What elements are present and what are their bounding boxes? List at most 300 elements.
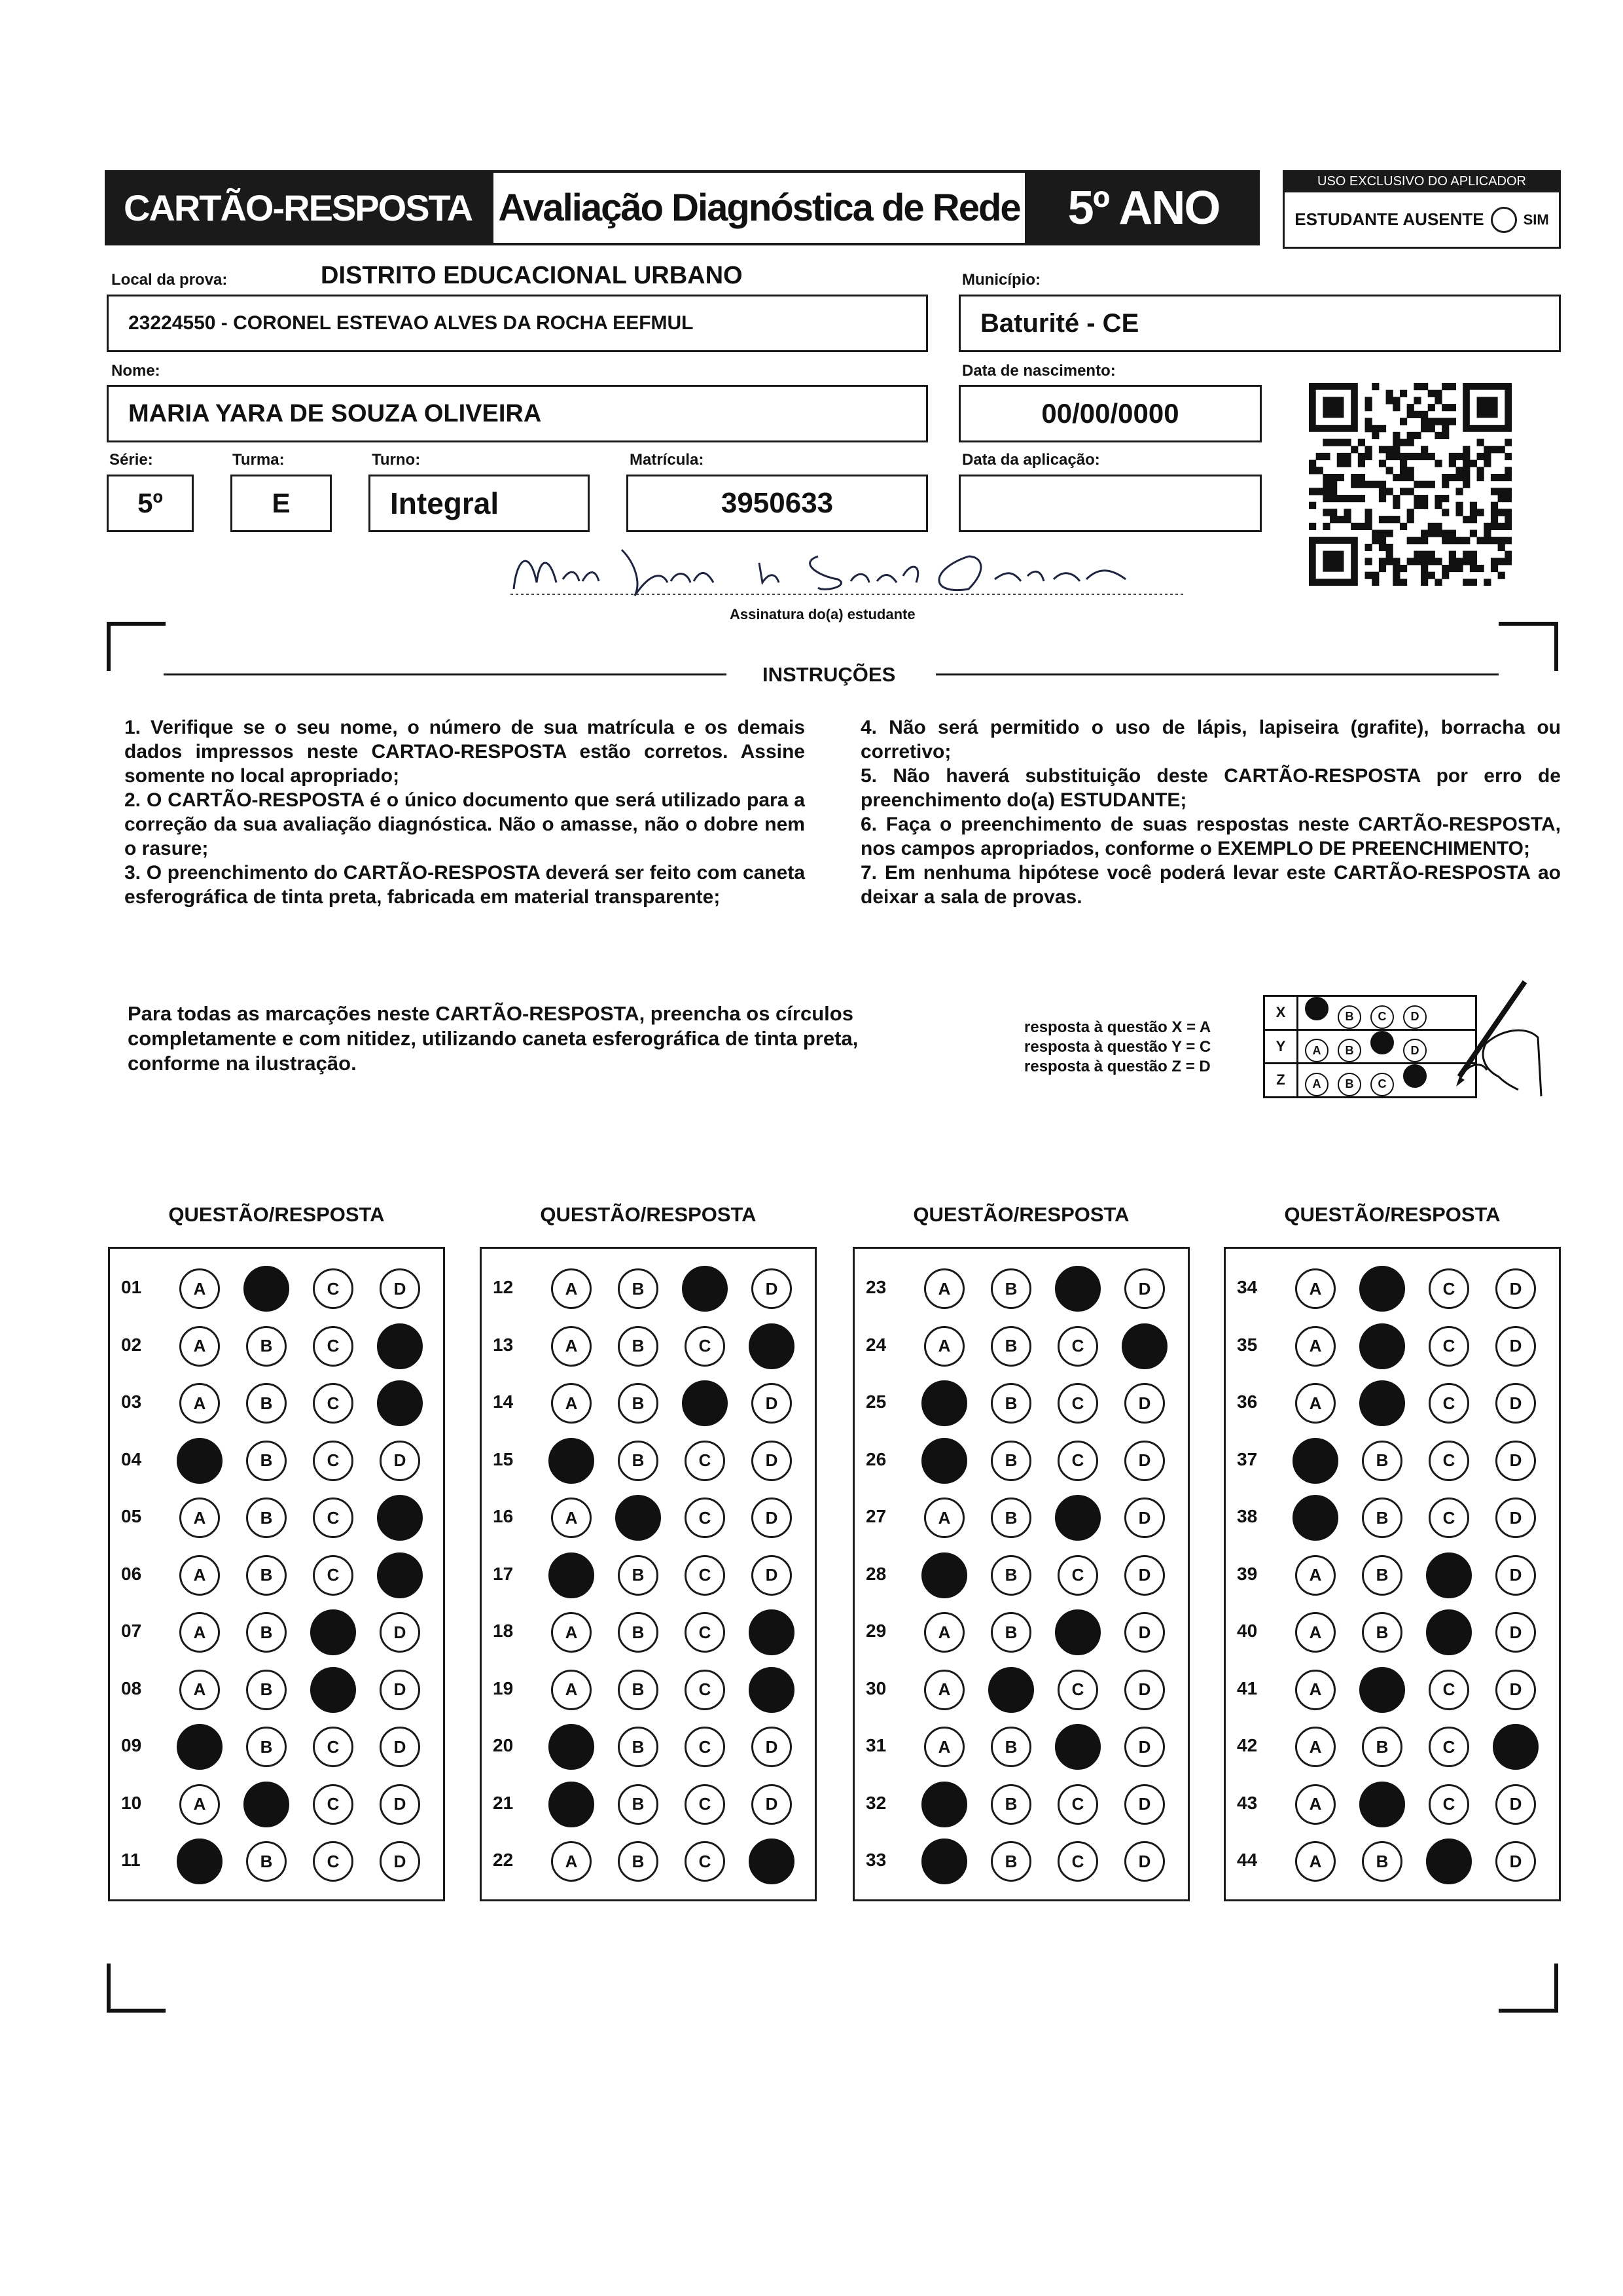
answer-bubble-d[interactable]: D (1124, 1555, 1165, 1596)
answer-bubble-a[interactable] (921, 1839, 967, 1884)
answer-bubble-a[interactable] (177, 1724, 223, 1770)
question-number: 37 (1237, 1448, 1258, 1469)
question-number: 30 (866, 1677, 887, 1698)
turno-field (368, 475, 590, 532)
answer-bubble-a[interactable]: A (179, 1268, 220, 1309)
answer-bubble-a[interactable]: A (924, 1670, 965, 1710)
answer-bubble-d[interactable]: D (1495, 1555, 1536, 1596)
answer-bubble-a[interactable]: A (551, 1670, 592, 1710)
question-number: 02 (121, 1334, 142, 1355)
answer-bubble-a[interactable]: A (924, 1326, 965, 1367)
answer-bubble-c[interactable]: C (313, 1441, 353, 1481)
answer-bubble-b[interactable]: B (991, 1441, 1031, 1481)
question-number: 40 (1237, 1621, 1258, 1641)
question-number: 17 (493, 1563, 514, 1584)
answer-bubble-b[interactable]: B (618, 1727, 658, 1767)
aplicador-box (1283, 170, 1561, 249)
answer-bubble-c[interactable]: C (313, 1727, 353, 1767)
answer-bubble-c[interactable]: C (685, 1612, 725, 1653)
answer-bubble-d[interactable] (749, 1323, 794, 1369)
answer-bubble-a[interactable] (921, 1438, 967, 1484)
answer-bubble-b[interactable]: B (246, 1498, 287, 1538)
local-label: Local da prova: (111, 271, 228, 289)
answer-bubble-d[interactable]: D (380, 1268, 420, 1309)
answer-bubble-c[interactable] (682, 1266, 728, 1312)
answer-bubble-c[interactable] (682, 1380, 728, 1426)
answer-bubble-a[interactable]: A (551, 1612, 592, 1653)
answer-bubble-a[interactable] (548, 1552, 594, 1598)
matricula-value: 3950633 (721, 487, 834, 519)
answer-bubble-c[interactable] (1055, 1609, 1101, 1655)
signature-scribble (510, 543, 1185, 602)
answer-bubble-b[interactable]: B (1362, 1727, 1402, 1767)
answer-bubble-c[interactable] (1055, 1495, 1101, 1541)
answer-bubble-c[interactable] (310, 1609, 356, 1655)
answer-bubble-c[interactable]: C (1429, 1784, 1469, 1825)
corner-mark-top-right (1554, 622, 1558, 671)
fill-note: Para todas as marcações neste CARTÃO-RESPOSTA, preencha os círculos completamente e com nitidez, utilizando caneta esferográfica de tinta preta, conforme na ilustração. (128, 1002, 859, 1075)
column-title: QUESTÃO/RESPOSTA (1284, 1203, 1501, 1226)
example-bubble-a: A (1305, 1073, 1329, 1096)
answer-bubble-c[interactable]: C (1058, 1841, 1098, 1882)
answer-bubble-a[interactable] (921, 1782, 967, 1827)
answer-bubble-c[interactable]: C (1429, 1326, 1469, 1367)
answer-bubble-b[interactable]: B (246, 1670, 287, 1710)
answer-bubble-b[interactable]: B (991, 1612, 1031, 1653)
answer-bubble-a[interactable]: A (1295, 1841, 1336, 1882)
question-number: 44 (1237, 1850, 1258, 1870)
fill-example (1263, 995, 1477, 1098)
answer-bubble-d[interactable]: D (751, 1727, 792, 1767)
nome-label: Nome: (111, 362, 160, 380)
answer-bubble-a[interactable]: A (1295, 1326, 1336, 1367)
example-lines (1024, 1018, 1211, 1077)
question-number: 06 (121, 1563, 142, 1584)
answer-bubble-a[interactable]: A (1295, 1727, 1336, 1767)
example-bubble-d (1403, 1064, 1427, 1088)
answer-bubble-a[interactable]: A (1295, 1555, 1336, 1596)
instruction-item: 4. Não será permitido o uso de lápis, lapiseira (grafite), borracha ou corretivo; (861, 717, 1561, 762)
aplicacao-label: Data da aplicação: (962, 451, 1100, 469)
answer-bubble-d[interactable]: D (1495, 1841, 1536, 1882)
municipio-field (959, 295, 1561, 352)
answer-bubble-d[interactable]: D (751, 1441, 792, 1481)
answer-bubble-b[interactable] (1359, 1266, 1405, 1312)
answer-bubble-d[interactable]: D (1124, 1841, 1165, 1882)
answer-bubble-d[interactable]: D (751, 1498, 792, 1538)
question-number: 43 (1237, 1792, 1258, 1813)
example-row-label: Y (1264, 1030, 1298, 1064)
answer-bubble-c[interactable]: C (1429, 1727, 1469, 1767)
corner-mark-top-left-h (107, 622, 166, 626)
pen-hand-icon (1446, 978, 1544, 1103)
answer-bubble-c[interactable]: C (1429, 1670, 1469, 1710)
answer-bubble-c[interactable]: C (313, 1268, 353, 1309)
answer-bubble-d[interactable]: D (1495, 1268, 1536, 1309)
question-number: 39 (1237, 1563, 1258, 1584)
answer-bubble-d[interactable]: D (751, 1784, 792, 1825)
example-bubble-b: B (1338, 1039, 1361, 1062)
answer-bubble-a[interactable]: A (179, 1498, 220, 1538)
answer-bubble-b[interactable] (988, 1667, 1034, 1713)
answer-bubble-c[interactable]: C (1429, 1268, 1469, 1309)
answer-bubble-d[interactable] (1493, 1724, 1539, 1770)
example-row (1264, 1030, 1476, 1064)
answer-bubble-d[interactable] (377, 1323, 423, 1369)
instruction-item: 3. O preenchimento do CARTÃO-RESPOSTA deverá ser feito com caneta esferográfica de tinta preta, fabricada em material transparente; (124, 862, 805, 908)
serie-value: 5º (137, 488, 163, 518)
answer-bubble-d[interactable]: D (1495, 1784, 1536, 1825)
exam-title: Avaliação Diagnóstica de Rede (491, 170, 1027, 245)
answer-bubble-d[interactable]: D (380, 1841, 420, 1882)
answer-bubble-b[interactable]: B (246, 1326, 287, 1367)
question-number: 21 (493, 1792, 514, 1813)
answer-bubble-b[interactable] (243, 1266, 289, 1312)
answer-bubble-d[interactable]: D (1124, 1383, 1165, 1424)
answer-bubble-a[interactable]: A (179, 1326, 220, 1367)
question-number: 03 (121, 1391, 142, 1412)
answer-bubble-a[interactable]: A (551, 1268, 592, 1309)
question-number: 13 (493, 1334, 514, 1355)
card-title: CARTÃO-RESPOSTA (105, 170, 491, 245)
instructions-right (861, 715, 1561, 909)
answer-bubble-d[interactable]: D (380, 1670, 420, 1710)
answer-bubble-b[interactable]: B (618, 1555, 658, 1596)
answer-bubble-d[interactable] (749, 1839, 794, 1884)
question-number: 25 (866, 1391, 887, 1412)
question-number: 36 (1237, 1391, 1258, 1412)
answer-bubble-a[interactable]: A (179, 1555, 220, 1596)
example-bubble-d: D (1403, 1039, 1427, 1062)
corner-mark-top-left (107, 622, 111, 671)
answer-bubble-d[interactable] (377, 1552, 423, 1598)
assinatura-label: Assinatura do(a) estudante (730, 606, 916, 622)
answer-bubble-a[interactable]: A (551, 1841, 592, 1882)
answer-bubble-b[interactable] (243, 1782, 289, 1827)
answer-bubble-d[interactable] (1122, 1323, 1168, 1369)
answer-bubble-c[interactable]: C (313, 1498, 353, 1538)
answer-bubble-b[interactable]: B (991, 1383, 1031, 1424)
question-number: 42 (1237, 1735, 1258, 1755)
answer-bubble-d[interactable]: D (751, 1383, 792, 1424)
corner-mark-bottom-left-h (107, 2009, 166, 2013)
answer-bubble-c[interactable]: C (1058, 1326, 1098, 1367)
question-number: 28 (866, 1563, 887, 1584)
answer-bubble-b[interactable]: B (618, 1326, 658, 1367)
answer-bubble-a[interactable]: A (179, 1784, 220, 1825)
answer-bubble-d[interactable]: D (1495, 1612, 1536, 1653)
answer-bubble-d[interactable]: D (1124, 1670, 1165, 1710)
answer-bubble-a[interactable]: A (924, 1612, 965, 1653)
question-number: 04 (121, 1448, 142, 1469)
question-number: 11 (121, 1850, 141, 1870)
local-district: DISTRITO EDUCACIONAL URBANO (321, 262, 743, 289)
answer-bubble-c[interactable]: C (1058, 1784, 1098, 1825)
answer-bubble-c[interactable] (310, 1667, 356, 1713)
answer-bubble-b[interactable]: B (991, 1555, 1031, 1596)
example-row (1264, 1064, 1476, 1098)
corner-mark-bottom-right (1554, 1964, 1558, 2013)
answer-bubble-c[interactable] (1055, 1724, 1101, 1770)
answer-bubble-c[interactable]: C (313, 1326, 353, 1367)
answer-bubble-a[interactable]: A (1295, 1383, 1336, 1424)
instruction-item: 5. Não haverá substituição deste CARTÃO-RESPOSTA por erro de preenchimento do(a) ESTUDANTE; (861, 765, 1561, 811)
answer-bubble-a[interactable] (921, 1552, 967, 1598)
example-bubble-c: C (1370, 1073, 1394, 1096)
question-number: 34 (1237, 1277, 1258, 1297)
question-number: 18 (493, 1621, 514, 1641)
answer-bubble-a[interactable]: A (1295, 1670, 1336, 1710)
answer-bubble-a[interactable] (548, 1438, 594, 1484)
answer-bubble-b[interactable]: B (246, 1383, 287, 1424)
answer-bubble-b[interactable]: B (991, 1326, 1031, 1367)
answer-bubble-c[interactable]: C (1058, 1555, 1098, 1596)
grade-title: 5º ANO (1027, 170, 1260, 245)
answer-bubble-a[interactable]: A (551, 1326, 592, 1367)
answer-bubble-d[interactable]: D (1124, 1612, 1165, 1653)
answer-bubble-b[interactable]: B (1362, 1441, 1402, 1481)
question-number: 29 (866, 1621, 887, 1641)
example-line: resposta à questão Z = D (1024, 1058, 1211, 1075)
answer-bubble-b[interactable]: B (618, 1268, 658, 1309)
answer-bubble-b[interactable]: B (618, 1784, 658, 1825)
example-bubble-a (1305, 997, 1329, 1020)
question-number: 19 (493, 1677, 514, 1698)
answer-bubble-a[interactable] (548, 1724, 594, 1770)
corner-mark-top-right-h (1499, 622, 1558, 626)
answer-bubble-b[interactable]: B (246, 1841, 287, 1882)
answer-bubble-b[interactable]: B (991, 1268, 1031, 1309)
answer-bubble-c[interactable]: C (313, 1784, 353, 1825)
answer-bubble-c[interactable]: C (685, 1326, 725, 1367)
question-number: 01 (121, 1277, 142, 1297)
answer-bubble-b[interactable] (1359, 1667, 1405, 1713)
answer-bubble-b[interactable] (1359, 1323, 1405, 1369)
turma-field (230, 475, 332, 532)
answer-bubble-b[interactable]: B (1362, 1841, 1402, 1882)
corner-mark-bottom-right-h (1499, 2009, 1558, 2013)
matricula-label: Matrícula: (630, 451, 704, 469)
answer-bubble-a[interactable] (1293, 1495, 1338, 1541)
answer-bubble-b[interactable]: B (991, 1727, 1031, 1767)
instruction-item: 1. Verifique se o seu nome, o número de sua matrícula e os demais dados impressos neste CARTAO-RESPOSTA estão corretos. Assine somente no local apropriado; (124, 717, 805, 787)
column-title: QUESTÃO/RESPOSTA (540, 1203, 757, 1226)
answer-bubble-c[interactable] (1426, 1609, 1472, 1655)
nascimento-field (959, 385, 1262, 442)
answer-bubble-d[interactable]: D (380, 1612, 420, 1653)
answer-bubble-b[interactable]: B (1362, 1555, 1402, 1596)
question-number: 23 (866, 1277, 887, 1297)
answer-bubble-c[interactable]: C (685, 1841, 725, 1882)
question-number: 33 (866, 1850, 887, 1870)
answer-bubble-d[interactable]: D (1495, 1326, 1536, 1367)
answer-bubble-b[interactable]: B (991, 1841, 1031, 1882)
answer-bubble-c[interactable]: C (1429, 1441, 1469, 1481)
example-bubble-c: C (1370, 1005, 1394, 1029)
question-number: 12 (493, 1277, 514, 1297)
answer-bubble-b[interactable]: B (991, 1784, 1031, 1825)
answer-bubble-c[interactable]: C (1058, 1441, 1098, 1481)
answer-bubble-d[interactable] (749, 1609, 794, 1655)
answer-bubble-c[interactable]: C (685, 1670, 725, 1710)
answer-bubble-a[interactable]: A (179, 1670, 220, 1710)
question-number: 24 (866, 1334, 887, 1355)
municipio-value: Baturité - CE (980, 308, 1139, 338)
local-value: 23224550 - CORONEL ESTEVAO ALVES DA ROCHA EEFMUL (128, 312, 694, 334)
answer-bubble-b[interactable]: B (618, 1841, 658, 1882)
answer-bubble-c[interactable]: C (685, 1727, 725, 1767)
answer-bubble-d[interactable]: D (1495, 1498, 1536, 1538)
question-number: 27 (866, 1506, 887, 1526)
answer-bubble-c[interactable]: C (685, 1555, 725, 1596)
answer-bubble-a[interactable]: A (179, 1383, 220, 1424)
fill-example-table (1263, 995, 1477, 1098)
example-bubble-b: B (1338, 1073, 1361, 1096)
question-number: 15 (493, 1448, 514, 1469)
example-bubble-c (1370, 1031, 1394, 1054)
answer-bubble-c[interactable]: C (1058, 1383, 1098, 1424)
pen-illustration (1446, 978, 1544, 1106)
answer-bubble-b[interactable]: B (1362, 1498, 1402, 1538)
turno-value: Integral (390, 486, 499, 520)
answer-bubble-a[interactable] (177, 1839, 223, 1884)
answer-bubble-d[interactable]: D (1124, 1441, 1165, 1481)
turma-label: Turma: (232, 451, 285, 469)
answer-bubble-a[interactable] (921, 1380, 967, 1426)
example-row-label: X (1264, 996, 1298, 1030)
question-number: 10 (121, 1792, 142, 1813)
answer-bubble-b[interactable]: B (618, 1383, 658, 1424)
answer-bubble-d[interactable]: D (1124, 1727, 1165, 1767)
answer-bubble-a[interactable]: A (924, 1727, 965, 1767)
answer-bubble-d[interactable]: D (1124, 1498, 1165, 1538)
answer-bubble-a[interactable]: A (179, 1612, 220, 1653)
answer-bubble-c[interactable]: C (1429, 1498, 1469, 1538)
ausente-label: ESTUDANTE AUSENTE (1294, 209, 1484, 229)
answer-bubble-d[interactable] (749, 1667, 794, 1713)
answer-bubble-d[interactable]: D (751, 1268, 792, 1309)
example-row-label: Z (1264, 1064, 1298, 1098)
question-number: 26 (866, 1448, 887, 1469)
answer-bubble-c[interactable] (1426, 1552, 1472, 1598)
answer-bubble-c[interactable]: C (1058, 1670, 1098, 1710)
question-number: 09 (121, 1735, 142, 1755)
divider-right (936, 673, 1499, 675)
question-number: 16 (493, 1506, 514, 1526)
answer-bubble-d[interactable]: D (380, 1727, 420, 1767)
matricula-field (626, 475, 928, 532)
answer-bubble-b[interactable]: B (991, 1498, 1031, 1538)
question-number: 20 (493, 1735, 514, 1755)
answer-bubble-b[interactable]: B (246, 1555, 287, 1596)
instruction-item: 7. Em nenhuma hipótese você poderá levar este CARTÃO-RESPOSTA ao deixar a sala de provas. (861, 862, 1561, 908)
serie-label: Série: (109, 451, 153, 469)
nascimento-label: Data de nascimento: (962, 362, 1116, 380)
answer-bubble-c[interactable]: C (313, 1555, 353, 1596)
question-number: 41 (1237, 1677, 1258, 1698)
turma-value: E (272, 488, 291, 518)
nascimento-value: 00/00/0000 (1041, 398, 1179, 429)
answer-bubble-c[interactable] (1055, 1266, 1101, 1312)
column-title: QUESTÃO/RESPOSTA (913, 1203, 1130, 1226)
answer-bubble-b[interactable]: B (618, 1670, 658, 1710)
answer-bubble-b[interactable] (1359, 1782, 1405, 1827)
answer-bubble-c[interactable]: C (1429, 1383, 1469, 1424)
corner-mark-bottom-left (107, 1964, 111, 2013)
answer-bubble-b[interactable]: B (1362, 1612, 1402, 1653)
question-number: 22 (493, 1850, 514, 1870)
answer-bubble-a[interactable]: A (551, 1383, 592, 1424)
answer-bubble-c[interactable]: C (685, 1784, 725, 1825)
aplicacao-field (959, 475, 1262, 532)
question-number: 31 (866, 1735, 887, 1755)
answer-bubble-a[interactable]: A (924, 1268, 965, 1309)
answer-bubble-b[interactable] (615, 1495, 661, 1541)
answer-bubble-b[interactable]: B (246, 1612, 287, 1653)
answer-bubble-d[interactable]: D (1495, 1383, 1536, 1424)
instructions-title: INSTRUÇÕES (762, 663, 896, 686)
answer-bubble-a[interactable]: A (551, 1498, 592, 1538)
question-number: 38 (1237, 1506, 1258, 1526)
qr-code (1309, 383, 1512, 586)
answer-bubble-d[interactable]: D (380, 1441, 420, 1481)
answer-bubble-d[interactable]: D (380, 1784, 420, 1825)
question-number: 14 (493, 1391, 514, 1412)
example-bubble-d: D (1403, 1005, 1427, 1029)
answer-bubble-b[interactable]: B (246, 1441, 287, 1481)
turno-label: Turno: (372, 451, 421, 469)
answer-bubble-d[interactable]: D (1124, 1784, 1165, 1825)
question-number: 32 (866, 1792, 887, 1813)
answer-bubble-a[interactable] (548, 1782, 594, 1827)
municipio-label: Município: (962, 271, 1041, 289)
answer-bubble-a[interactable]: A (1295, 1268, 1336, 1309)
answer-bubble-c[interactable]: C (685, 1441, 725, 1481)
answer-bubble-a[interactable]: A (1295, 1612, 1336, 1653)
answer-bubble-c[interactable]: C (685, 1498, 725, 1538)
answer-bubble-b[interactable]: B (618, 1612, 658, 1653)
answer-bubble-a[interactable] (1293, 1438, 1338, 1484)
answer-bubble-d[interactable]: D (1495, 1670, 1536, 1710)
answer-bubble-d[interactable]: D (1495, 1441, 1536, 1481)
instruction-item: 2. O CARTÃO-RESPOSTA é o único documento que será utilizado para a correção da sua avaliação diagnóstica. Não o amasse, não o dobre nem o rasure; (124, 789, 805, 859)
ausente-checkbox[interactable] (1491, 207, 1517, 233)
answer-bubble-d[interactable] (377, 1380, 423, 1426)
answer-bubble-b[interactable]: B (246, 1727, 287, 1767)
answer-bubble-a[interactable]: A (1295, 1784, 1336, 1825)
aplicador-label: USO EXCLUSIVO DO APLICADOR (1283, 170, 1561, 192)
answer-bubble-c[interactable]: C (313, 1841, 353, 1882)
answer-bubble-a[interactable]: A (924, 1498, 965, 1538)
instruction-item: 6. Faça o preenchimento de suas respostas neste CARTÃO-RESPOSTA, nos campos apropriados, conforme o EXEMPLO DE PREENCHIMENTO; (861, 814, 1561, 859)
question-number: 08 (121, 1677, 142, 1698)
nome-value: MARIA YARA DE SOUZA OLIVEIRA (128, 399, 542, 427)
answer-bubble-d[interactable]: D (1124, 1268, 1165, 1309)
column-title: QUESTÃO/RESPOSTA (168, 1203, 385, 1226)
answer-bubble-b[interactable] (1359, 1380, 1405, 1426)
example-bubble-b: B (1338, 1005, 1361, 1029)
answer-bubble-c[interactable]: C (313, 1383, 353, 1424)
answer-bubble-a[interactable] (177, 1438, 223, 1484)
answer-bubble-c[interactable] (1426, 1839, 1472, 1884)
instructions-left (124, 715, 805, 909)
answer-bubble-d[interactable] (377, 1495, 423, 1541)
nome-field (107, 385, 928, 442)
answer-bubble-d[interactable]: D (751, 1555, 792, 1596)
local-field (107, 295, 928, 352)
answer-bubble-b[interactable]: B (618, 1441, 658, 1481)
example-line: resposta à questão Y = C (1024, 1038, 1211, 1056)
